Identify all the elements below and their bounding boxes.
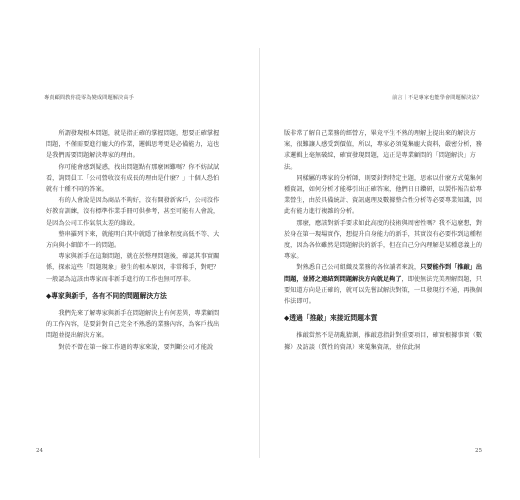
left-paragraph: 整串羅列下來，就能明白其中就隱了抽象程度高低不等、大方向與小細節不一的問題。: [46, 230, 220, 250]
right-paragraph: 同樣屬的專家的分析師，則要針對特定主題，思索以什麼方式蒐集何種資訊，如何分析才能導引出正確答案，他們日日鑽研，以製作報告給專業營生，由於具備統計、資訊處理及數據整合性分析等必要專業知識，因此有能力進行複雜的分析。: [284, 174, 483, 216]
emphasized-phrase: 只要能作到「推敲」出問題，並將之連結到問題解決方向就足夠了: [284, 264, 483, 283]
left-paragraph: 我們先來了解專家與新手在問題解決上有何差異，專業顧問的工作內容，是要針對自己完全不熟悉的業務內容，為客戶找出問題並提出解決方案。: [46, 310, 220, 340]
left-page-number: 24: [36, 448, 43, 454]
left-page-body: [46, 128, 224, 353]
right-page-number: 25: [475, 448, 482, 454]
left-paragraph: 所謂發現根本問題，就是指正確的掌握問題，想要正確掌握問題，不僅需要進行龐大的作業，邏輯思考更是必備能力，這也是我們需要問題解決專家的理由。: [46, 130, 220, 160]
right-section-heading: ◆透過「推敲」來接近問題本質: [284, 314, 378, 323]
left-paragraph: 對於不曾在第一線工作過的專家來說，要判斷公司才能說: [58, 343, 214, 351]
right-paragraph: 那麼，應該對新手要求如此高度的技術與周密性嗎？我不這麼想，對於身在第一現場實作，想提升自身能力的新手，其實沒有必要作到這種程度，因為各位雖然是問題解決的新手，但在自己分內理解是某種意義上的專家。: [284, 219, 483, 261]
left-paragraph: 有的人會說是因為商品不夠好，沒有開發新客戶，公司沒作好教育訓練，沒有標準作業手冊可供參考，甚至可能有人會說，是因為公司工作氣氛太差的緣故。: [46, 197, 220, 227]
left-paragraph: 你可能會感到疑惑，找出問題點有那麼困難嗎？你不妨試試看，詢問員工「公司營收沒有成長的理由是什麼？」十個人恐怕就有十種不同的答案。: [46, 163, 220, 194]
left-running-head: 專責顧問教你從零為變成問題解決高手: [44, 95, 134, 101]
right-paragraph: 版非常了解自己業務的經營方，畢竟平生不熟的理解上提出來的解決方案，很難讓人感受到價值，所以，專家必須蒐集龐大資料，嚴密分析，務求邏輯上毫無破綻，確實發現問題，這正是專業顧問的「問題解決」方法。: [284, 130, 482, 171]
right-running-head: 前言｜不是專家也能學會問題解決法？: [392, 95, 482, 101]
right-paragraph-emphasis: 對熟悉自己公司組織及業務的各位讀者來說，只要能作到「推敲」出問題，並將之連結到問題解決方向就足夠了，即使無法完美理解問題，只要知道方向是正確的，就可以先嘗試解決對策，一旦發現行不通，再換個作法即可。: [284, 264, 483, 306]
left-section-heading: ◆專家與新手，各有不同的問題解決方法: [46, 291, 167, 300]
right-page-body: [284, 128, 484, 353]
page-gutter: [259, 48, 260, 458]
left-paragraph: 專家與新手在這類問題，就在於整理問題後，確認其事實關係，探索這些「問題現象」發生的根本原因，非常稀手，對吧？一般認為這該由專家而非新手進行的工作也無可厚非。: [46, 253, 220, 283]
right-paragraph: 推敲當然不是胡亂猜測，推敲意指針對重要項目，確實根據事實（數據）及訪談（質性的資訊）來蒐集資訊，並依此洞: [284, 332, 483, 351]
